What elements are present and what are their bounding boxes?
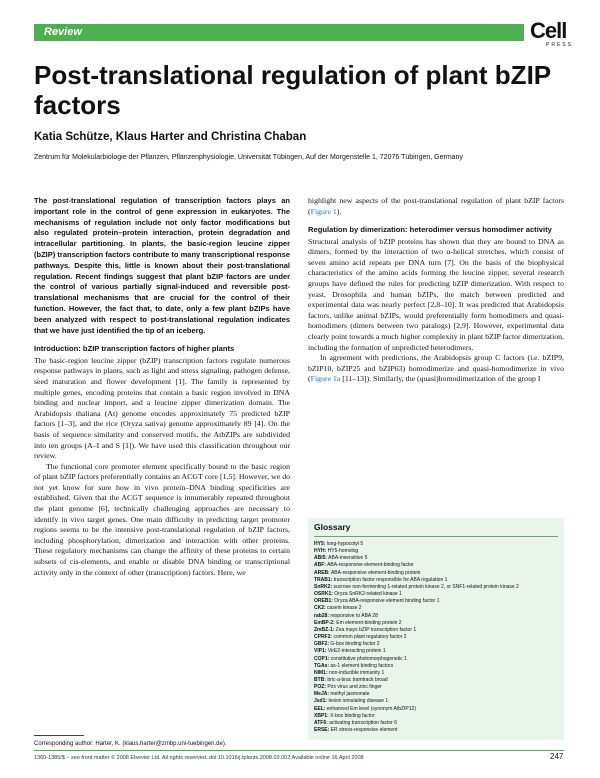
glossary-entry — [314, 541, 560, 548]
glossary-definition: bric-a-brac tramtrack broad — [325, 676, 388, 683]
glossary-entry — [314, 620, 560, 627]
glossary-entry — [314, 613, 560, 620]
glossary-definition: common plant regulatory factor 2 — [332, 634, 407, 641]
glossary-definition: ABA-responsive element-binding factor — [325, 562, 414, 569]
glossary-term: GBF2: — [314, 641, 329, 648]
glossary-list — [314, 541, 560, 734]
glossary-definition: responsive to ABA 28 — [329, 612, 378, 619]
glossary-entry — [314, 634, 560, 641]
section-banner — [34, 24, 524, 41]
glossary-entry — [314, 598, 560, 605]
glossary-term: ATF6: — [314, 719, 328, 726]
glossary-term: EEL: — [314, 705, 326, 712]
paragraph-text: In agreement with predictions, the Arabidopsis group C factors (i.e. bZIP9, bZIP10, bZIP25 and bZIP63) homodimerize and quasi-homodimerize in vivo ( — [308, 353, 564, 384]
journal-logo — [530, 20, 580, 60]
section-label: Review — [44, 26, 82, 38]
glossary-definition: transcription factor responsible for ABA regulation 1 — [332, 576, 448, 583]
glossary-term: CK2: — [314, 605, 326, 612]
page-number: 247 — [550, 752, 564, 761]
section-heading-dimerization: Regulation by dimerization: heterodimer versus homodimer activity — [308, 225, 552, 235]
glossary-entry — [314, 605, 560, 612]
glossary-definition: constitutive photomorphogenetic 1 — [329, 655, 407, 662]
glossary-term: ABI5: — [314, 555, 328, 562]
glossary-definition: long-hypocotyl 5 — [325, 541, 364, 547]
intro-paragraph-1: The basic-region leucine zipper (bZIP) transcription factors regulate numerous response pathways in plants, such as light and stress signaling, pathogen defense, seed maturation and flower development [1]. The family is represented by multiple genes, encoding proteins that contain a basic region involved in DNA binding and nuclear import, and a leucine zipper dimerization domain. The Arabidopsis thaliana (At) genome encodes approximately 75 predicted bZIP factors [1–3], and the rice (Oryza sativa) genome approximately 89 [4]. On the basis of sequence similarity and conserved motifs, the AtbZIPs are subdivided into ten groups (A–I and S [1]). We have used this classification throughout our review. — [34, 355, 290, 461]
glossary-entry — [314, 648, 560, 655]
glossary-definition: Pox virus and zinc finger — [325, 684, 382, 691]
glossary-entry — [314, 577, 560, 584]
abstract: The post-translational regulation of transcription factors plays an important role in the control of gene expression in eukaryotes. The mechanisms of regulation include not only factor modifications but also regulated protein–protein interaction, protein degradation and intracellular partitioning. In plants, the basic-region leucine zipper (bZIP) transcription factors contribute to many transcriptional response pathways. Despite this, little is known about their post-translational regulation. Recent findings suggest that plant bZIP factors are under the control of various partially signal-induced and reversible post-translational mechanisms that are crucial for the control of their function. However, the fact that, to date, only a few plant bZIPs have been analyzed with respect to post-translational regulation indicates that we have just identified the tip of an iceberg. — [34, 196, 290, 335]
glossary-term: TGAs: — [314, 662, 329, 669]
glossary-definition: ER stress-responsive element — [329, 727, 398, 734]
glossary-term: CPRF2: — [314, 634, 333, 641]
glossary-entry — [314, 713, 560, 720]
glossary-term: HY5: — [314, 541, 326, 547]
glossary-term: ZmBZ-1: — [314, 626, 335, 633]
glossary-entry — [314, 584, 560, 591]
glossary-term: XBP1: — [314, 712, 329, 719]
glossary-box — [308, 518, 564, 740]
glossary-term: BTB: — [314, 676, 326, 683]
glossary-definition: methyl jasmonate — [329, 691, 370, 698]
glossary-entry — [314, 656, 560, 663]
glossary-definition: G-box binding factor 2 — [329, 641, 380, 648]
journal-logo-subtext: PRESS — [546, 42, 573, 48]
glossary-definition: Oryza SnRK2-related kinase 1 — [332, 591, 402, 598]
intro-paragraph-2: The functional core promoter element specifically bound to the basic region of plant bZIP factors preferentially contains an ACGT core [1,5]. However, we do not yet know for sure how in vivo protein–DNA binding specificities are established. Given that the ACGT sequence is innumerably repeated throughout the plant genome [6], technically challenging approaches are necessary to identify in vivo target genes. One main difficulty in predicting target promoter regions seems to be the intensive post-translational regulation of bZIP factors, including phosphorylation, dimerization and interaction with other proteins. These regulatory mechanisms can change the affinity of these proteins to certain subsets of cis-elements, and enable or disable DNA binding or transcriptional activity only in the context of other (transcription) factors. Here, we — [34, 461, 290, 577]
glossary-term: OSRK1: — [314, 591, 333, 598]
footer-divider — [34, 750, 564, 751]
glossary-term: ERSE: — [314, 727, 330, 734]
glossary-term: HYH: — [314, 548, 327, 555]
right-column — [308, 196, 564, 385]
journal-logo-text: Cell — [530, 18, 567, 43]
continued-text: highlight new aspects of the post-translational regulation of plant bZIP factors ( — [308, 196, 564, 216]
glossary-term: Jsd1: — [314, 698, 328, 705]
footer-info: 1360-1385/$ – see front matter © 2008 Elsevier Ltd. All rights reserved. doi:10.1016/j.tplants.2008.03.002 Available online 16 April 2008 — [34, 755, 364, 761]
glossary-definition: enhanced Em level (synonym AtbZIP12) — [325, 705, 416, 712]
glossary-entry — [314, 548, 560, 555]
continued-paragraph — [308, 196, 564, 217]
glossary-term: POZ: — [314, 684, 326, 691]
glossary-definition: ABA-insensitive 5 — [327, 555, 368, 562]
glossary-entry — [314, 677, 560, 684]
glossary-term: ABF: — [314, 562, 326, 569]
paragraph-text-end: [11–13]). Similarly, the (quasi)homodimerization of the group I — [340, 374, 541, 384]
article-title: Post-translational regulation of plant bZIP factors — [34, 60, 551, 120]
glossary-definition: Em element-binding protein 2 — [334, 619, 402, 626]
glossary-term: OREB1: — [314, 598, 333, 605]
glossary-entry — [314, 706, 560, 713]
dimerization-paragraph-2 — [308, 353, 564, 385]
glossary-definition: activating transcription factor 6 — [327, 719, 397, 726]
glossary-term: rab28: — [314, 612, 330, 619]
glossary-definition: Oryza ABA-responsive element binding factor 1 — [332, 598, 440, 605]
corresponding-author-footnote: Corresponding author: Harter, K. (klaus.harter@zmbp.uni-tuebingen.de). — [34, 741, 227, 747]
glossary-definition: X-box binding factor — [328, 712, 375, 719]
glossary-term: VIP1: — [314, 648, 327, 655]
glossary-definition: as-1 element binding factors — [329, 662, 394, 669]
glossary-entry — [314, 562, 560, 569]
continued-text-end: ). — [336, 206, 342, 216]
glossary-term: MeJA: — [314, 691, 330, 698]
glossary-definition: sucrose non-fermenting 1-related protein kinase 2, or SNF1-related protein kinase 2 — [332, 583, 519, 590]
glossary-definition: HY5-homolog — [326, 548, 359, 555]
glossary-definition: lesion simulating disease 1 — [327, 698, 389, 705]
affiliation: Zentrum für Molekularbiologie der Pflanzen, Pflanzenphysiologie, Universität Tübingen, Auf der Morgenstelle 1, 72076 Tübingen, Germany — [34, 154, 463, 161]
glossary-entry — [314, 555, 560, 562]
glossary-term: EmBP-2: — [314, 619, 335, 626]
glossary-definition: ABA-responsive element-binding protein — [329, 569, 421, 576]
glossary-entry — [314, 663, 560, 670]
glossary-term: COP1: — [314, 655, 330, 662]
glossary-definition: VirE2-interacting protein 1 — [326, 648, 386, 655]
glossary-entry — [314, 627, 560, 634]
footnote-divider — [34, 735, 84, 736]
glossary-entry — [314, 684, 560, 691]
glossary-entry — [314, 720, 560, 727]
glossary-entry — [314, 691, 560, 698]
glossary-entry — [314, 670, 560, 677]
glossary-entry — [314, 641, 560, 648]
glossary-definition: non-inducible immunity 1 — [327, 669, 385, 676]
glossary-definition: Zea mays bZIP transcription factor 1 — [334, 626, 417, 633]
section-heading-introduction: Introduction: bZIP transcription factors of higher plants — [34, 344, 235, 354]
figure-1-link[interactable]: Figure 1 — [310, 206, 337, 216]
glossary-term: AREB: — [314, 569, 330, 576]
dimerization-paragraph-1: Structural analysis of bZIP proteins has shown that they are bound to DNA as dimers, formed by the interaction of two α-helical stretches, which consist of seven amino acid repeats per DNA turn [7]. On the basis of the biophysical characteristics of the amino acids forming the leucine zipper, several research groups have defined the rules for predicting bZIP dimerization. With respect to yeast, Drosophila and human bZIPs, the match between predicted and experimental data was nearly perfect [2,8–10]. It was predicted that Arabidopsis factors, unlike animal bZIPs, would preferentially form homodimers and quasi-homodimers (dimers between two paralogs) [2,9]. However, experimental data clearly point towards a much higher complexity in plant bZIP factor dimerization, including the formation of unpredicted heterodimers. — [308, 236, 564, 352]
glossary-term: SnRK2: — [314, 583, 333, 590]
glossary-term: NIM1: — [314, 669, 328, 676]
glossary-definition: casein kinase 2 — [325, 605, 362, 612]
glossary-entry — [314, 591, 560, 598]
glossary-entry — [314, 698, 560, 705]
glossary-title: Glossary — [314, 522, 558, 537]
glossary-entry — [314, 570, 560, 577]
left-column — [34, 196, 290, 578]
figure-1a-link[interactable]: Figure 1a — [310, 374, 341, 384]
glossary-entry — [314, 727, 560, 734]
glossary-term: TRAB1: — [314, 576, 333, 583]
author-list: Katia Schütze, Klaus Harter and Christina Chaban — [34, 131, 307, 143]
